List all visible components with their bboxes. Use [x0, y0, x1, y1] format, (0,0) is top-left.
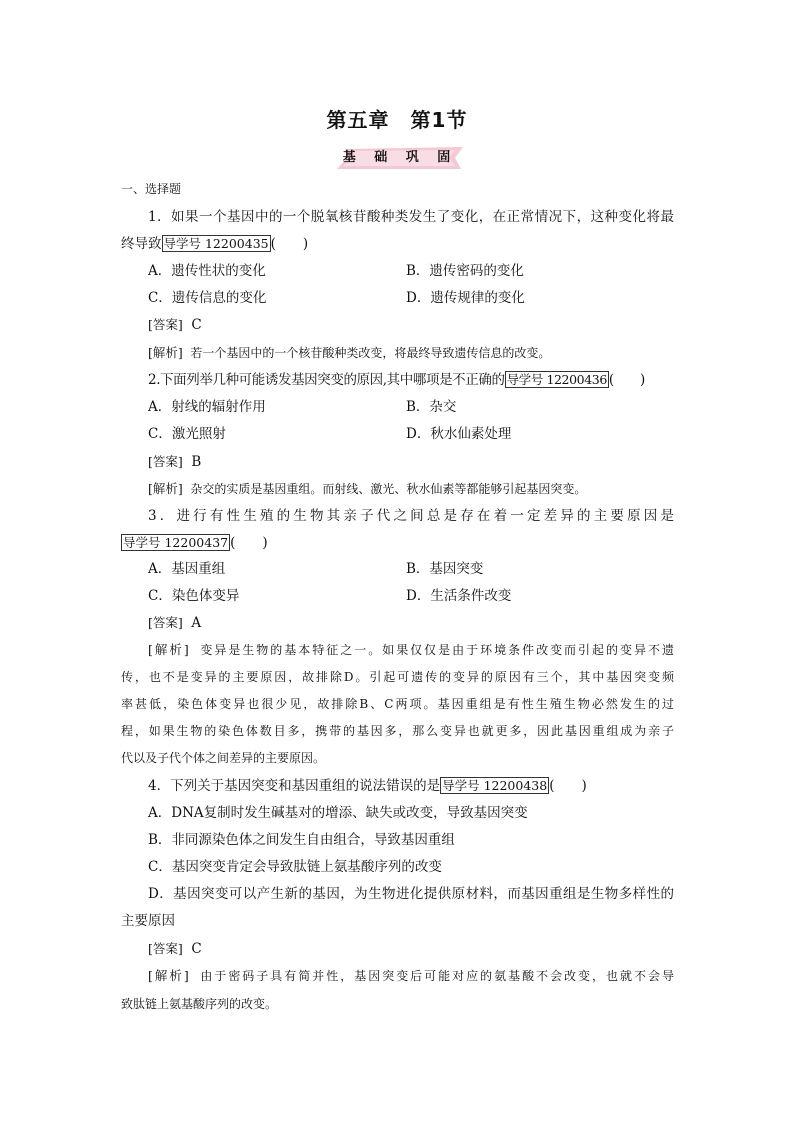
- q4-analysis-text: 由于密码子具有简并性，基因突变后可能对应的氨基酸不会改变，也就不会导: [200, 969, 674, 983]
- q4-reference-number: 导学号 12200438: [442, 778, 548, 793]
- q1-answer-blank: ( ): [270, 236, 309, 252]
- q3-analysis-line4: 程，如果生物的染色体数目多，携带的基因多，那么变异也就更多，因此基因重组成为亲子: [121, 724, 674, 738]
- q3-stem-line2: [121, 534, 268, 552]
- q3-analysis-line3: 率甚低，染色体变异也很少见，故排除B、C两项。基因重组是有性生殖生物必然发生的过: [121, 697, 674, 711]
- q4-option-d: D．基因突变可以产生新的基因，为生物进化提供原材料，而基因重组是生物多样性的: [148, 886, 674, 902]
- q1-stem-line2: [121, 235, 308, 253]
- q2-stem: [148, 371, 645, 389]
- q2-answer: [148, 453, 201, 471]
- analysis-label: [解析]: [148, 345, 183, 360]
- q3-reference-number: 导学号 12200437: [123, 535, 229, 550]
- q4-option-b: B．非同源染色体之间发生自由组合，导致基因重组: [148, 832, 455, 848]
- q3-analysis-line2: 传，也不是变异的主要原因，故排除D。引起可遗传的变异的原因有三个，其中基因突变频: [121, 670, 674, 684]
- q3-answer: [148, 614, 201, 632]
- answer-label: [答案]: [148, 454, 183, 469]
- q1-answer: [148, 316, 202, 334]
- q4-option-d-line2: 主要原因: [121, 913, 175, 929]
- q1-stem-text: 终导致: [121, 236, 162, 252]
- q2-option-b: B．杂交: [406, 399, 457, 415]
- analysis-label: [解析]: [148, 481, 183, 496]
- q4-option-a: A．DNA复制时发生碱基对的增添、缺失或改变，导致基因突变: [148, 805, 528, 821]
- q4-option-c: C．基因突变肯定会导致肽链上氨基酸序列的改变: [148, 859, 442, 875]
- q2-option-d: D．秋水仙素处理: [406, 426, 512, 442]
- q4-analysis-line1: [148, 967, 674, 985]
- q3-option-a: A．基因重组: [148, 561, 226, 577]
- answer-label: [答案]: [148, 317, 183, 332]
- q1-option-c: C．遗传信息的变化: [148, 290, 267, 306]
- q3-answer-blank: ( ): [230, 535, 268, 551]
- q3-option-d: D．生活条件改变: [406, 588, 512, 604]
- q2-analysis: [148, 480, 586, 498]
- q4-analysis-line2: 致肽链上氨基酸序列的改变。: [121, 997, 278, 1011]
- q4-answer: [148, 940, 202, 958]
- q1-reference-number: 导学号 12200435: [163, 236, 269, 251]
- q3-option-c: C．染色体变异: [148, 588, 240, 604]
- q4-stem-text: 4．下列关于基因突变和基因重组的说法错误的是: [148, 778, 441, 794]
- analysis-label: [解析]: [148, 642, 189, 657]
- q3-analysis-text: 变异是生物的基本特征之一。如果仅仅是由于环境条件改变而引起的变异不遗: [200, 643, 674, 657]
- q1-option-a: A．遗传性状的变化: [148, 263, 266, 279]
- answer-label: [答案]: [148, 615, 183, 630]
- answer-label: [答案]: [148, 941, 183, 956]
- q3-option-b: B．基因突变: [406, 561, 484, 577]
- q3-stem-line1: 3．进行有性生殖的生物其亲子代之间总是存在着一定差异的主要原因是: [148, 508, 674, 524]
- q2-analysis-text: 杂交的实质是基因重组。而射线、激光、秋水仙素等都能够引起基因突变。: [190, 482, 587, 496]
- q2-option-c: C．激光照射: [148, 426, 226, 442]
- q1-analysis-text: 若一个基因中的一个核苷酸种类改变，将最终导致遗传信息的改变。: [190, 346, 551, 360]
- q3-answer-value: A: [191, 615, 202, 631]
- q2-answer-blank: ( ): [608, 372, 645, 388]
- q2-stem-text: 2.下面列举几种可能诱发基因突变的原因,其中哪项是不正确的: [148, 372, 505, 388]
- section-banner-label: 基 础 巩 固: [342, 150, 458, 165]
- q1-stem-line1: 1．如果一个基因中的一个脱氧核苷酸种类发生了变化，在正常情况下，这种变化将最: [148, 209, 674, 225]
- q3-analysis-line1: [148, 641, 674, 659]
- chapter-title: 第五章 第1节: [326, 108, 468, 132]
- q2-option-a: A．射线的辐射作用: [148, 399, 266, 415]
- q1-answer-value: C: [191, 317, 202, 333]
- section-label: 一、选择题: [121, 182, 182, 196]
- q3-analysis-line5: 代以及子代个体之间差异的主要原因。: [121, 751, 326, 765]
- analysis-label: [解析]: [148, 968, 189, 983]
- q4-answer-blank: ( ): [549, 778, 587, 794]
- q4-answer-value: C: [191, 941, 202, 957]
- q4-stem: [148, 777, 587, 795]
- q1-option-b: B．遗传密码的变化: [406, 263, 524, 279]
- q1-option-d: D．遗传规律的变化: [406, 290, 525, 306]
- q2-reference-number: 导学号 12200436: [506, 372, 607, 387]
- q1-analysis: [148, 344, 550, 362]
- q2-answer-value: B: [191, 454, 202, 470]
